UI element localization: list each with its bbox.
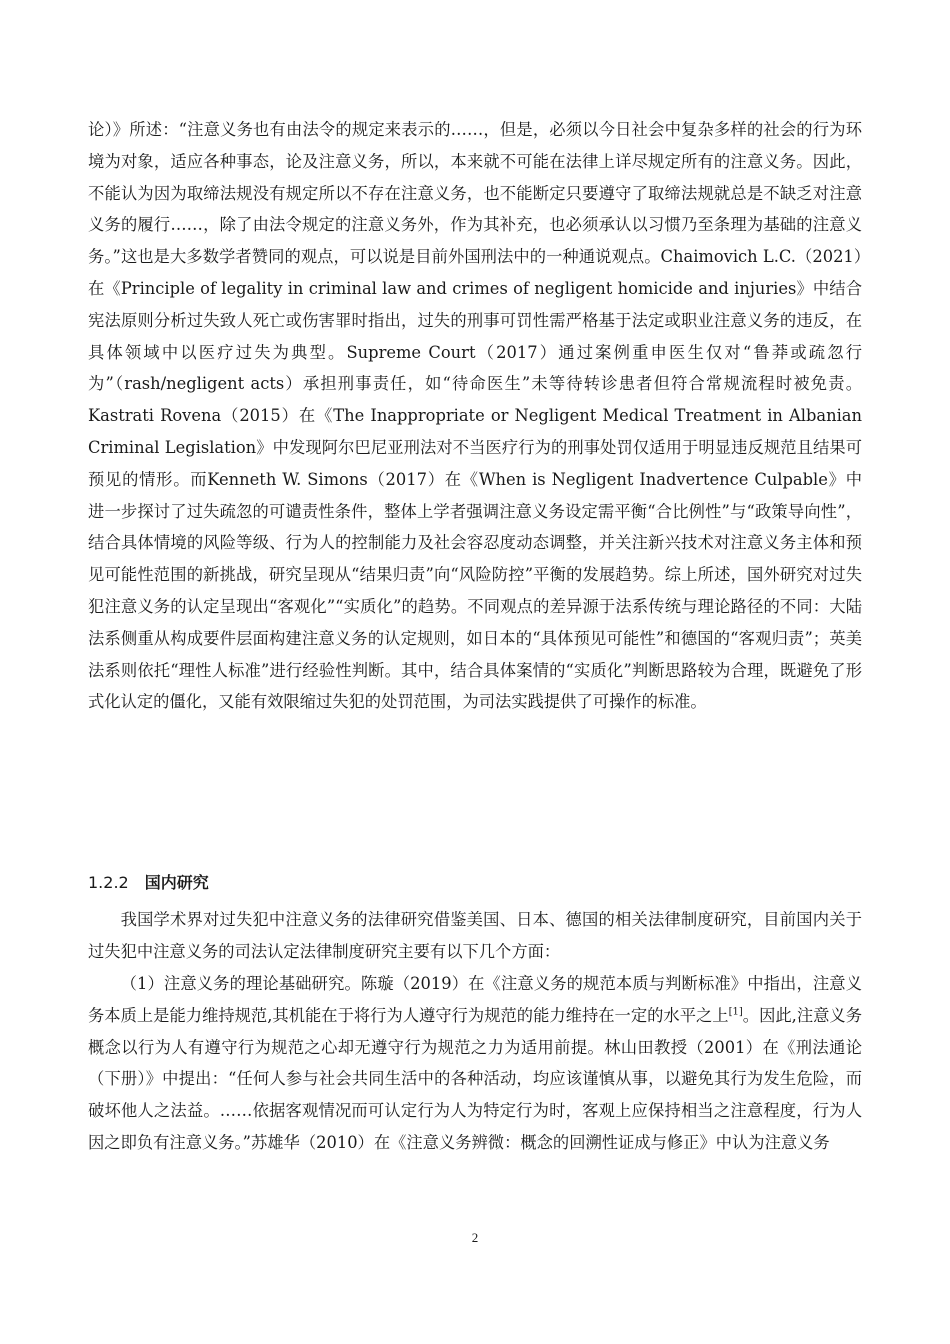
section-heading — [88, 871, 209, 895]
section-title: 国内研究 — [144, 873, 209, 892]
paragraph-text-part-2: 。因此,注意义务概念以行为人有遵守行为规范之心却无遵守行为规范之力为适用前提。林山田教授（2001）在《刑法通论（下册）》中提出：“任何人参与社会共同生活中的各种活动，均应该谨慎从事，以避免其行为发生危险，而破坏他人之法益。……依据客观情况而可认定行为人为特定行为时，客观上应保持相当之注意程度，行为人因之即负有注意义务。”苏雄华（2010）在《注意义务辨微：概念的回溯性证成与修正》中认为注意义务 — [88, 1005, 862, 1152]
paragraph-text-part-1: （1）注意义务的理论基础研究。陈璇（2019）在《注意义务的规范本质与判断标准》中指出，注意义务本质上是能力维持规范,其机能在于将行为人遵守行为规范的能力维持在一定的水平之上 — [88, 974, 862, 1025]
section-number: 1.2.2 — [88, 873, 129, 892]
paragraph-foreign-research-continued: 论）》所述：“注意义务也有由法令的规定来表示的……，但是，必须以今日社会中复杂多样的社会的行为环境为对象，适应各种事态，论及注意义务，所以，本来就不可能在法律上详尽规定所有的注意义务。因此，不能认为因为取缔法规没有规定所以不存在注意义务，也不能断定只要遵守了取缔法规就总是不缺乏对注意义务的履行……，除了由法令规定的注意义务外，作为其补充，也必须承认以习惯乃至条理为基础的注意义务。”这也是大多数学者赞同的观点，可以说是目前外国刑法中的一种通说观点。Chaimovich L.C.（2021）在《Principle of legality in criminal law and crimes of negligent homicide and injuries》中结合宪法原则分析过失致人死亡或伤害罪时指出，过失的刑事可罚性需严格基于法定或职业注意义务的违反，在具体领域中以医疗过失为典型。Supreme Court（2017）通过案例重申医生仅对“鲁莽或疏忽行为”（rash/negligent acts）承担刑事责任，如“待命医生”未等待转诊患者但符合常规流程时被免责。Kastrati Rovena（2015）在《The Inappropriate or Negligent Medical Treatment in Albanian Criminal Legislation》中发现阿尔巴尼亚刑法对不当医疗行为的刑事处罚仅适用于明显违反规范且结果可预见的情形。而Kenneth W. Simons（2017）在《When is Negligent Inadvertence Culpable》中进一步探讨了过失疏忽的可谴责性条件，整体上学者强调注意义务设定需平衡“合比例性”与“政策导向性”，结合具体情境的风险等级、行为人的控制能力及社会容忍度动态调整，并关注新兴技术对注意义务主体和预见可能性范围的新挑战，研究呈现从“结果归责”向“风险防控”平衡的发展趋势。综上所述，国外研究对过失犯注意义务的认定呈现出“客观化”“实质化”的趋势。不同观点的差异源于法系传统与理论路径的不同：大陆法系侧重从构成要件层面构建注意义务的认定规则，如日本的“具体预见可能性”和德国的“客观归责”；英美法系则依托“理性人标准”进行经验性判断。其中，结合具体案情的“实质化”判断思路较为合理，既避免了形式化认定的僵化，又能有效限缩过失犯的处罚范围，为司法实践提供了可操作的标准。 — [88, 120, 862, 712]
paragraph-domestic-intro: 我国学术界对过失犯中注意义务的法律研究借鉴美国、日本、德国的相关法律制度研究，目前国内关于过失犯中注意义务的司法认定法律制度研究主要有以下几个方面： — [88, 910, 862, 961]
citation-marker[interactable]: [1] — [728, 1006, 743, 1018]
page-number: 2 — [471, 1230, 479, 1245]
paragraph-theory-basis — [88, 968, 862, 1159]
